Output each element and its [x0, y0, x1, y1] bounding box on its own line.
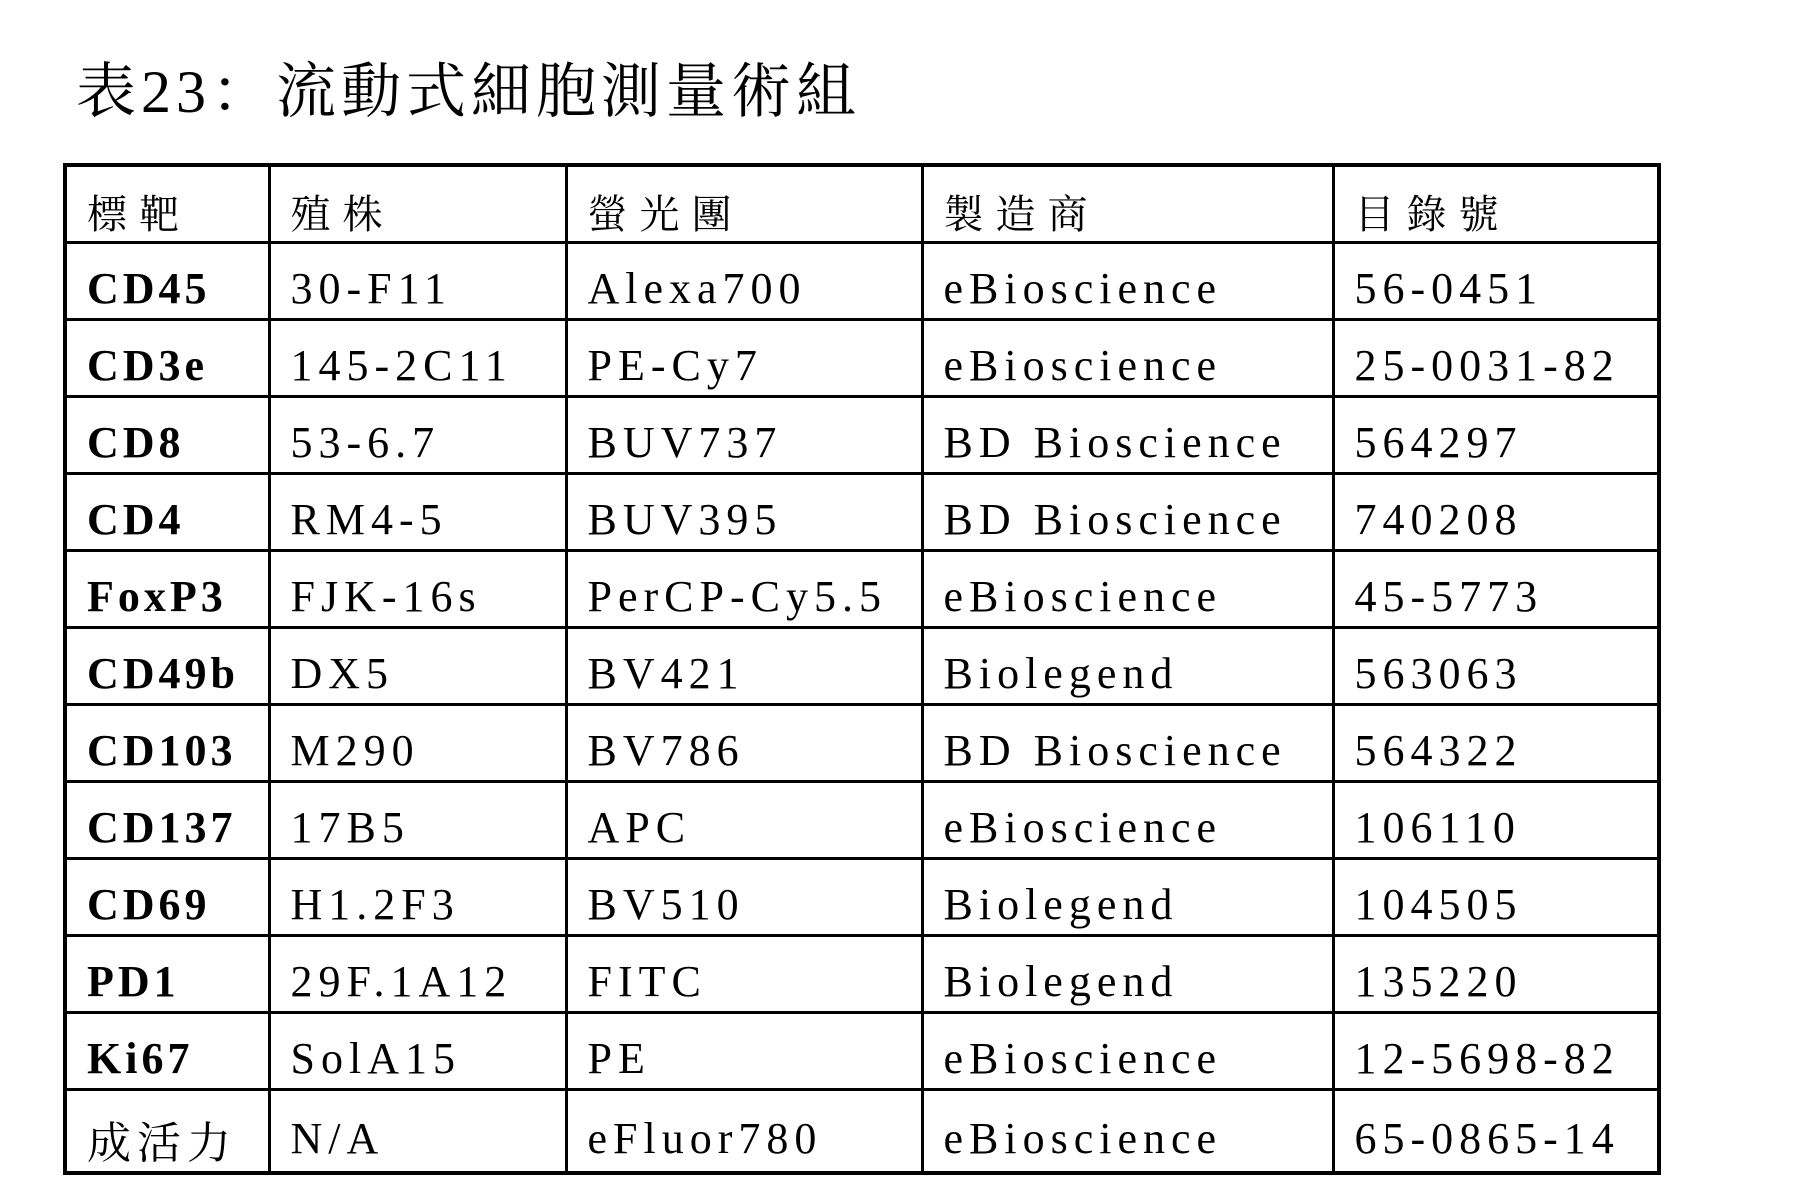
- cell-catalog: 45-5773: [1333, 550, 1659, 627]
- cell-manufacturer: eBioscience: [922, 1012, 1333, 1089]
- table-row: [65, 935, 1659, 1012]
- header-clone: 殖株: [269, 165, 566, 242]
- cell-manufacturer: eBioscience: [922, 781, 1333, 858]
- cell-fluorophore: PerCP-Cy5.5: [566, 550, 922, 627]
- cell-fluorophore: PE-Cy7: [566, 319, 922, 396]
- cell-target: CD3e: [65, 319, 269, 396]
- cell-fluorophore: eFluor780: [566, 1089, 922, 1173]
- cell-clone: 53-6.7: [269, 396, 566, 473]
- cell-manufacturer: Biolegend: [922, 858, 1333, 935]
- cell-target: CD45: [65, 242, 269, 319]
- cell-fluorophore: BUV395: [566, 473, 922, 550]
- cell-target: CD69: [65, 858, 269, 935]
- cell-catalog: 135220: [1333, 935, 1659, 1012]
- cell-manufacturer: eBioscience: [922, 319, 1333, 396]
- cell-clone: 17B5: [269, 781, 566, 858]
- header-catalog: 目錄號: [1333, 165, 1659, 242]
- cell-manufacturer: eBioscience: [922, 1089, 1333, 1173]
- cell-catalog: 564297: [1333, 396, 1659, 473]
- cell-catalog: 12-5698-82: [1333, 1012, 1659, 1089]
- cell-catalog: 56-0451: [1333, 242, 1659, 319]
- cell-clone: H1.2F3: [269, 858, 566, 935]
- cell-catalog: 104505: [1333, 858, 1659, 935]
- cell-clone: SolA15: [269, 1012, 566, 1089]
- cell-target: 成活力: [65, 1089, 269, 1173]
- cell-clone: 29F.1A12: [269, 935, 566, 1012]
- table-row: [65, 319, 1659, 396]
- table-title: 表23：流動式細胞測量術組: [76, 59, 861, 125]
- cell-target: CD137: [65, 781, 269, 858]
- table-row: [65, 242, 1659, 319]
- cell-catalog: 563063: [1333, 627, 1659, 704]
- header-manufacturer: 製造商: [922, 165, 1333, 242]
- cell-manufacturer: eBioscience: [922, 242, 1333, 319]
- table-row: [65, 1089, 1659, 1173]
- cell-clone: FJK-16s: [269, 550, 566, 627]
- cell-target: CD49b: [65, 627, 269, 704]
- table-header-row: [65, 165, 1659, 242]
- cell-target: PD1: [65, 935, 269, 1012]
- cell-manufacturer: Biolegend: [922, 627, 1333, 704]
- cell-target: CD103: [65, 704, 269, 781]
- cell-manufacturer: eBioscience: [922, 550, 1333, 627]
- cell-catalog: 106110: [1333, 781, 1659, 858]
- cell-clone: 30-F11: [269, 242, 566, 319]
- table-row: [65, 396, 1659, 473]
- cell-catalog: 65-0865-14: [1333, 1089, 1659, 1173]
- table-row: [65, 550, 1659, 627]
- cell-fluorophore: PE: [566, 1012, 922, 1089]
- table-row: [65, 781, 1659, 858]
- table-row: [65, 704, 1659, 781]
- cell-catalog: 25-0031-82: [1333, 319, 1659, 396]
- cell-catalog: 740208: [1333, 473, 1659, 550]
- cell-clone: M290: [269, 704, 566, 781]
- cell-manufacturer: Biolegend: [922, 935, 1333, 1012]
- cell-fluorophore: BV421: [566, 627, 922, 704]
- cell-target: FoxP3: [65, 550, 269, 627]
- header-fluorophore: 螢光團: [566, 165, 922, 242]
- cell-clone: 145-2C11: [269, 319, 566, 396]
- header-target: 標靶: [65, 165, 269, 242]
- cell-fluorophore: APC: [566, 781, 922, 858]
- cell-target: CD8: [65, 396, 269, 473]
- cell-fluorophore: BV786: [566, 704, 922, 781]
- table-row: [65, 858, 1659, 935]
- table-row: [65, 627, 1659, 704]
- table-row: [65, 1012, 1659, 1089]
- cell-manufacturer: BD Bioscience: [922, 704, 1333, 781]
- cell-manufacturer: BD Bioscience: [922, 473, 1333, 550]
- cell-clone: N/A: [269, 1089, 566, 1173]
- table-body: [65, 242, 1659, 1173]
- cell-fluorophore: FITC: [566, 935, 922, 1012]
- cell-clone: RM4-5: [269, 473, 566, 550]
- flow-cytometry-panel-table: [63, 163, 1661, 1175]
- table-row: [65, 473, 1659, 550]
- cell-fluorophore: BUV737: [566, 396, 922, 473]
- cell-catalog: 564322: [1333, 704, 1659, 781]
- cell-target: CD4: [65, 473, 269, 550]
- cell-clone: DX5: [269, 627, 566, 704]
- cell-fluorophore: BV510: [566, 858, 922, 935]
- cell-fluorophore: Alexa700: [566, 242, 922, 319]
- cell-manufacturer: BD Bioscience: [922, 396, 1333, 473]
- cell-target: Ki67: [65, 1012, 269, 1089]
